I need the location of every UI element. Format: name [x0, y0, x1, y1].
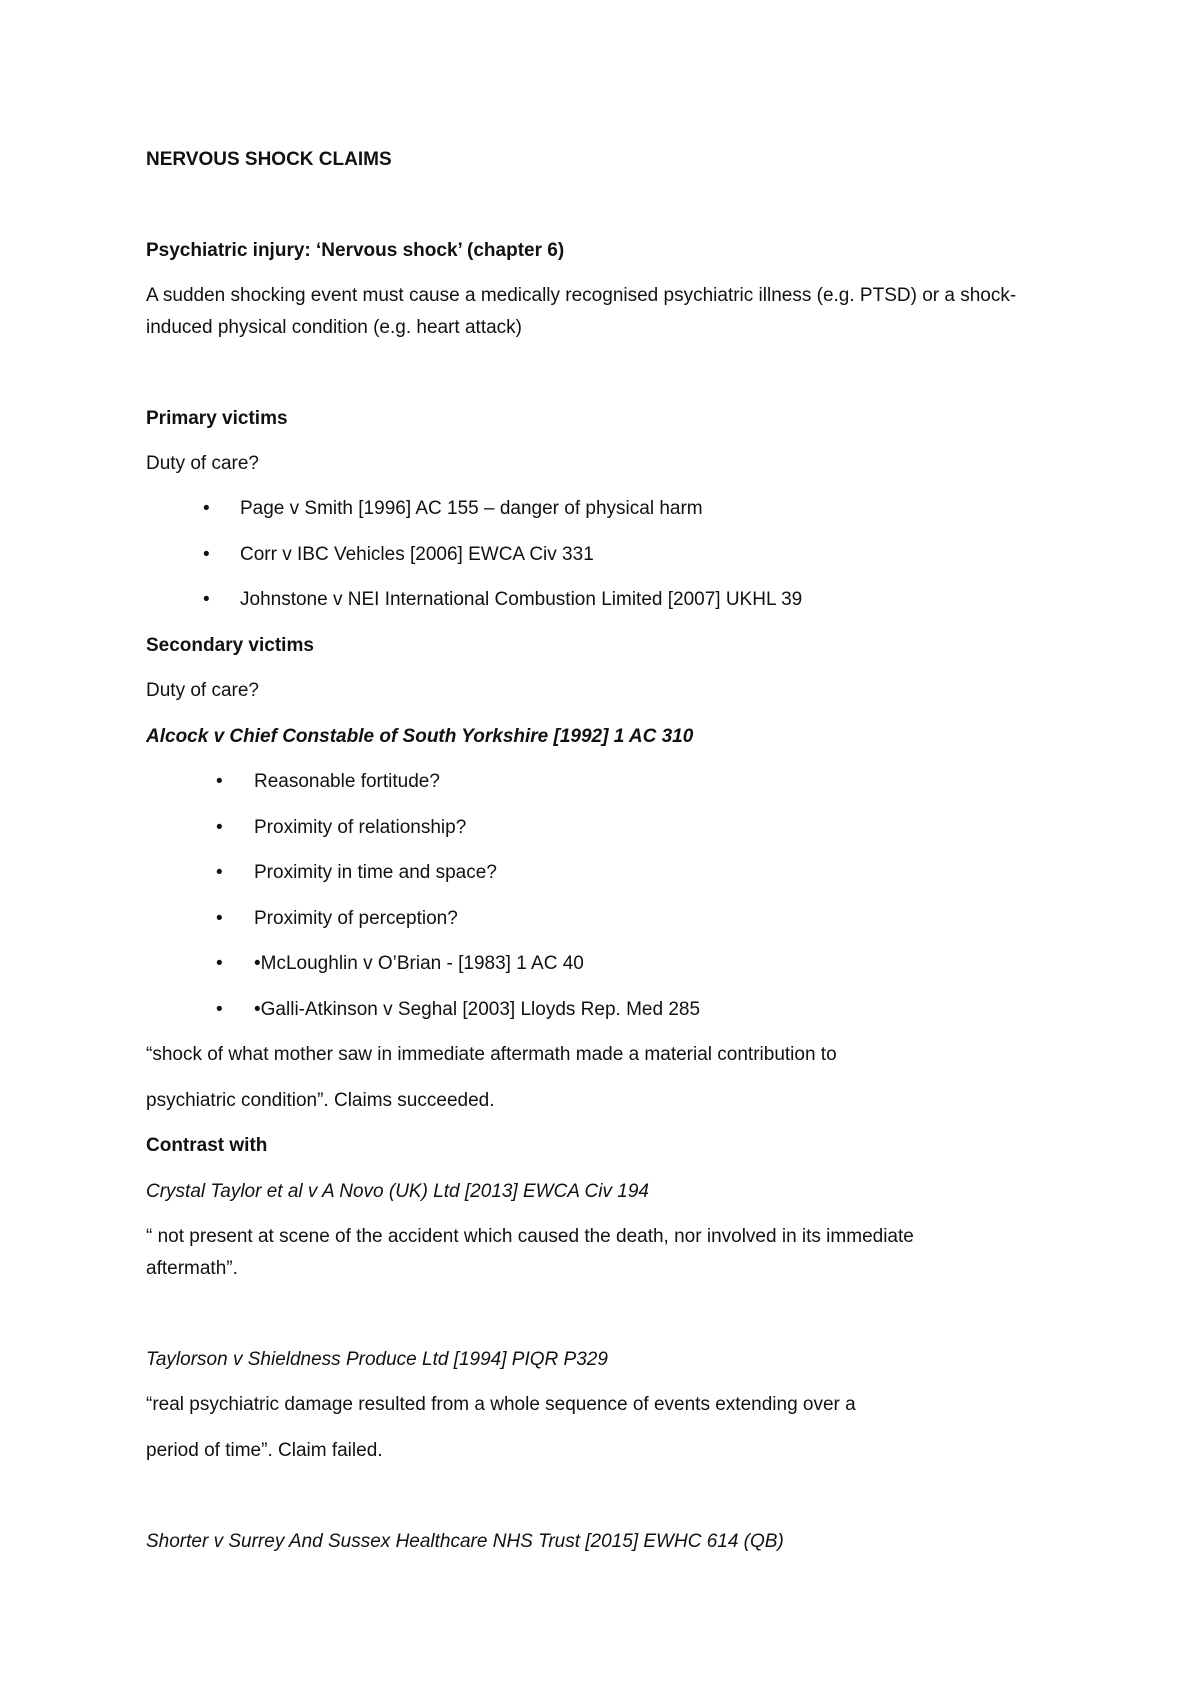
list-item: Proximity of perception?	[254, 908, 458, 929]
shorter-case: Shorter v Surrey And Sussex Healthcare NHS Trust [2015] EWHC 614 (QB)	[146, 1531, 784, 1552]
secondary-quote-line-2: psychiatric condition”. Claims succeeded.	[146, 1090, 495, 1111]
alcock-case: Alcock v Chief Constable of South Yorkshire [1992] 1 AC 310	[146, 726, 694, 747]
crystal-taylor-quote-line-1: “ not present at scene of the accident which caused the death, nor involved in its immediate	[146, 1226, 914, 1247]
list-item: Johnstone v NEI International Combustion Limited [2007] UKHL 39	[240, 589, 803, 610]
taylorson-case: Taylorson v Shieldness Produce Ltd [1994] PIQR P329	[146, 1349, 608, 1370]
list-item: Page v Smith [1996] AC 155 – danger of physical harm	[240, 498, 703, 519]
bullet-icon: •	[216, 908, 223, 929]
primary-duty-question: Duty of care?	[146, 453, 259, 474]
section-heading: Psychiatric injury: ‘Nervous shock’ (chapter 6)	[146, 240, 565, 261]
list-item: Corr v IBC Vehicles [2006] EWCA Civ 331	[240, 544, 594, 565]
taylorson-quote-line-1: “real psychiatric damage resulted from a whole sequence of events extending over a	[146, 1394, 856, 1415]
list-item: •McLoughlin v O’Brian - [1983] 1 AC 40	[254, 953, 584, 974]
list-item: Proximity of relationship?	[254, 817, 467, 838]
document-title: NERVOUS SHOCK CLAIMS	[146, 149, 392, 170]
list-item: •Galli-Atkinson v Seghal [2003] Lloyds Rep. Med 285	[254, 999, 701, 1020]
bullet-icon: •	[216, 862, 223, 883]
crystal-taylor-case: Crystal Taylor et al v A Novo (UK) Ltd [2013] EWCA Civ 194	[146, 1181, 649, 1202]
secondary-quote-line-1: “shock of what mother saw in immediate aftermath made a material contribution to	[146, 1044, 837, 1065]
bullet-icon: •	[216, 817, 223, 838]
bullet-icon: •	[203, 498, 210, 519]
taylorson-quote-line-2: period of time”. Claim failed.	[146, 1440, 383, 1461]
bullet-icon: •	[216, 953, 223, 974]
secondary-duty-question: Duty of care?	[146, 680, 259, 701]
crystal-taylor-quote-line-2: aftermath”.	[146, 1258, 238, 1279]
bullet-icon: •	[203, 544, 210, 565]
bullet-icon: •	[216, 771, 223, 792]
primary-victims-heading: Primary victims	[146, 408, 288, 429]
list-item: Proximity in time and space?	[254, 862, 497, 883]
intro-line-1: A sudden shocking event must cause a medically recognised psychiatric illness (e.g. PTSD) or a shock-	[146, 285, 1017, 306]
bullet-icon: •	[216, 999, 223, 1020]
list-item: Reasonable fortitude?	[254, 771, 440, 792]
bullet-icon: •	[203, 589, 210, 610]
contrast-heading: Contrast with	[146, 1135, 268, 1156]
intro-line-2: induced physical condition (e.g. heart attack)	[146, 317, 522, 338]
secondary-victims-heading: Secondary victims	[146, 635, 314, 656]
